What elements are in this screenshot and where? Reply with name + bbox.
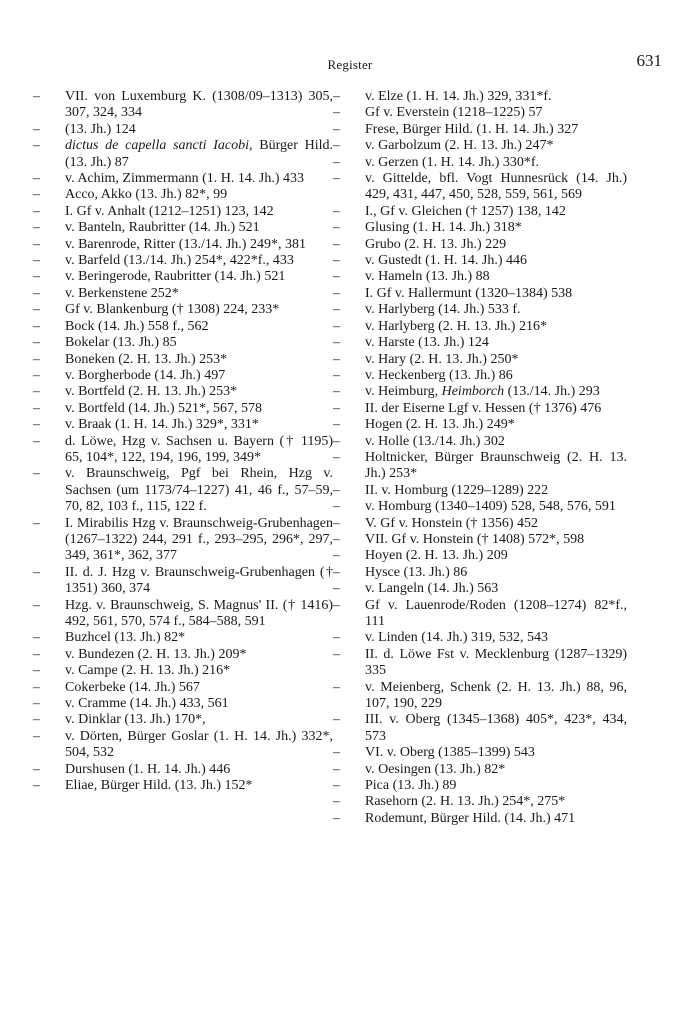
index-entry xyxy=(33,237,333,253)
entry-dash: – xyxy=(33,400,40,416)
entry-dash: – xyxy=(333,269,340,285)
entry-dash: – xyxy=(33,646,40,662)
index-entry xyxy=(333,352,627,368)
entry-dash: – xyxy=(333,417,340,433)
entry-dash: – xyxy=(333,810,340,826)
entry-text: Buzhcel (13. Jh.) 82* xyxy=(65,630,186,646)
entry-text: VI. v. Oberg (1385–1399) 543 xyxy=(365,745,535,761)
index-list-right xyxy=(333,89,627,827)
entry-text: v. Gerzen (1. H. 14. Jh.) 330*f. xyxy=(365,154,540,170)
entry-dash: – xyxy=(33,564,40,580)
index-entry xyxy=(33,712,333,728)
entry-text: Gf v. Blankenburg († 1308) 224, 233* xyxy=(65,302,280,318)
entry-text: v. Banteln, Raubritter (14. Jh.) 521 xyxy=(65,220,260,236)
index-entry xyxy=(33,187,333,203)
index-entry xyxy=(333,647,627,680)
index-column-right xyxy=(333,89,627,827)
entry-dash: – xyxy=(33,285,40,301)
entry-text-italic: dictus de capella sancti Iacobi xyxy=(65,138,250,154)
entry-text: v. Garbolzum (2. H. 13. Jh.) 247* xyxy=(365,138,554,154)
entry-dash: – xyxy=(333,515,340,531)
index-entry xyxy=(33,368,333,384)
entry-text: d. Löwe, Hzg v. Sachsen u. Bayern († 1195) 65, 104*, 122, 194, 196, 199, 349* xyxy=(65,433,333,465)
entry-dash: – xyxy=(33,515,40,531)
entry-text: Glusing (1. H. 14. Jh.) 318* xyxy=(365,220,522,236)
index-entry xyxy=(333,286,627,302)
entry-dash: – xyxy=(33,384,40,400)
index-entry xyxy=(33,598,333,631)
entry-text: v. Gustedt (1. H. 14. Jh.) 446 xyxy=(365,253,528,269)
index-list-left xyxy=(33,89,333,794)
entry-dash: – xyxy=(333,646,340,662)
entry-dash: – xyxy=(333,220,340,236)
index-entry xyxy=(333,105,627,121)
index-entry xyxy=(333,237,627,253)
index-entry xyxy=(333,138,627,154)
entry-dash: – xyxy=(333,253,340,269)
entry-dash: – xyxy=(33,269,40,285)
index-entry xyxy=(333,450,627,483)
entry-dash: – xyxy=(333,433,340,449)
entry-text: v. Berkenstene 252* xyxy=(65,285,179,301)
entry-dash: – xyxy=(33,778,40,794)
index-entry xyxy=(33,335,333,351)
index-entry xyxy=(333,434,627,450)
entry-text: v. Campe (2. H. 13. Jh.) 216* xyxy=(65,663,231,679)
entry-dash: – xyxy=(33,318,40,334)
entry-text: v. Homburg (1340–1409) 528, 548, 576, 591 xyxy=(365,499,616,515)
entry-dash: – xyxy=(33,367,40,383)
index-entry xyxy=(333,204,627,220)
entry-text: I., Gf v. Gleichen († 1257) 138, 142 xyxy=(365,203,566,219)
index-entry xyxy=(333,598,627,631)
index-entry xyxy=(33,680,333,696)
index-entry xyxy=(333,712,627,745)
entry-text: v. Heimburg, xyxy=(365,384,442,400)
entry-dash: – xyxy=(333,351,340,367)
entry-dash: – xyxy=(333,89,340,104)
entry-text-italic: Heimborch xyxy=(441,384,505,400)
entry-text: Cokerbeke (14. Jh.) 567 xyxy=(65,679,200,695)
entry-text: V. Gf v. Honstein († 1356) 452 xyxy=(365,515,539,531)
entry-dash: – xyxy=(333,794,340,810)
index-entry xyxy=(33,663,333,679)
index-entry xyxy=(333,516,627,532)
entry-dash: – xyxy=(33,236,40,252)
entry-text: v. Cramme (14. Jh.) 433, 561 xyxy=(65,696,229,712)
index-entry xyxy=(333,794,627,810)
entry-text: v. Oesingen (13. Jh.) 82* xyxy=(365,761,506,777)
index-entry xyxy=(33,138,333,171)
entry-text: VII. von Luxemburg K. (1308/09–1313) 305, 307, 324, 334 xyxy=(65,89,333,121)
index-entry xyxy=(33,434,333,467)
index-entry xyxy=(33,466,333,515)
entry-text: v. Meienberg, Schenk (2. H. 13. Jh.) 88, 96, 107, 190, 229 xyxy=(365,679,627,712)
entry-dash: – xyxy=(33,220,40,236)
entry-dash: – xyxy=(33,335,40,351)
entry-dash: – xyxy=(333,482,340,498)
entry-text: I. Gf v. Hallermunt (1320–1384) 538 xyxy=(365,285,573,301)
entry-text: Rodemunt, Bürger Hild. (14. Jh.) 471 xyxy=(365,810,576,826)
entry-text: Gf v. Lauenrode/Roden (1208–1274) 82*f., 111 xyxy=(365,597,627,629)
entry-text: II. v. Homburg (1229–1289) 222 xyxy=(365,482,549,498)
index-entry xyxy=(333,302,627,318)
index-entry xyxy=(33,204,333,220)
entry-dash: – xyxy=(333,531,340,547)
index-entry xyxy=(33,269,333,285)
index-entry xyxy=(333,581,627,597)
index-entry xyxy=(33,729,333,762)
entry-text: v. Harlyberg (2. H. 13. Jh.) 216* xyxy=(365,318,547,334)
entry-text: v. Gittelde, bfl. Vogt Hunnesrück (14. Jh.) 429, 431, 447, 450, 528, 559, 561, 569 xyxy=(365,171,627,203)
entry-dash: – xyxy=(33,121,40,137)
entry-dash: – xyxy=(333,203,340,219)
entry-dash: – xyxy=(33,761,40,777)
entry-dash: – xyxy=(333,630,340,646)
index-entry xyxy=(33,220,333,236)
index-entry xyxy=(333,155,627,171)
index-column-left xyxy=(33,89,333,794)
entry-dash: – xyxy=(333,285,340,301)
index-entry xyxy=(333,319,627,335)
index-entry xyxy=(33,171,333,187)
entry-dash: – xyxy=(333,384,340,400)
entry-text: Holtnicker, Bürger Braunschweig (2. H. 13. Jh.) 253* xyxy=(365,449,627,482)
entry-dash: – xyxy=(333,105,340,121)
index-entry xyxy=(33,417,333,433)
running-header-title: Register xyxy=(327,57,373,72)
entry-text: v. Bortfeld (14. Jh.) 521*, 567, 578 xyxy=(65,400,263,416)
index-entry xyxy=(333,532,627,548)
entry-text: Hogen (2. H. 13. Jh.) 249* xyxy=(365,417,515,433)
entry-text: Durshusen (1. H. 14. Jh.) 446 xyxy=(65,761,231,777)
entry-dash: – xyxy=(333,121,340,137)
index-entry xyxy=(333,565,627,581)
index-entry xyxy=(333,811,627,827)
index-entry xyxy=(333,745,627,761)
index-entry xyxy=(333,171,627,204)
entry-dash: – xyxy=(33,466,40,482)
entry-text: III. v. Oberg (1345–1368) 405*, 423*, 434, 573 xyxy=(365,712,627,744)
entry-dash: – xyxy=(333,367,340,383)
index-entry xyxy=(333,762,627,778)
index-entry xyxy=(333,483,627,499)
entry-text: , Bürger Hild. (13. Jh.) 87 xyxy=(65,138,333,170)
entry-dash: – xyxy=(333,154,340,170)
index-entry xyxy=(33,89,333,122)
index-entry xyxy=(333,335,627,351)
index-entry xyxy=(333,253,627,269)
index-entry xyxy=(333,548,627,564)
entry-text: Hzg. v. Braunschweig, S. Magnus' II. († 1416) 492, 561, 570, 574 f., 584–588, 591 xyxy=(65,597,333,629)
entry-dash: – xyxy=(33,302,40,318)
index-entry xyxy=(33,565,333,598)
index-entry xyxy=(33,516,333,565)
index-entry xyxy=(333,89,627,105)
index-entry xyxy=(33,253,333,269)
entry-text: Pica (13. Jh.) 89 xyxy=(365,778,457,794)
entry-dash: – xyxy=(333,449,340,465)
entry-dash: – xyxy=(333,745,340,761)
entry-dash: – xyxy=(33,203,40,219)
entry-text: VII. Gf v. Honstein († 1408) 572*, 598 xyxy=(365,531,585,547)
entry-text: Grubo (2. H. 13. Jh.) 229 xyxy=(365,236,507,252)
entry-text: I. Gf v. Anhalt (1212–1251) 123, 142 xyxy=(65,203,274,219)
index-entry xyxy=(33,647,333,663)
index-entry xyxy=(333,680,627,713)
index-entry xyxy=(333,401,627,417)
entry-text: Hysce (13. Jh.) 86 xyxy=(365,564,468,580)
entry-text: I. Mirabilis Hzg v. Braunschweig-Grubenhagen (1267–1322) 244, 291 f., 293–295, 296*, 297, 349, 361*, 362, 377 xyxy=(65,515,333,564)
entry-dash: – xyxy=(333,548,340,564)
entry-dash: – xyxy=(333,597,340,613)
entry-text: II. d. J. Hzg v. Braunschweig-Grubenhagen († 1351) 360, 374 xyxy=(65,564,333,597)
entry-text: v. Langeln (14. Jh.) 563 xyxy=(365,581,499,597)
entry-text: v. Hary (2. H. 13. Jh.) 250* xyxy=(365,351,519,367)
index-entry xyxy=(333,269,627,285)
index-entry xyxy=(333,499,627,515)
entry-text: v. Braak (1. H. 14. Jh.) 329*, 331* xyxy=(65,417,259,433)
index-entry xyxy=(33,401,333,417)
entry-dash: – xyxy=(333,171,340,187)
entry-text: Eliae, Bürger Hild. (13. Jh.) 152* xyxy=(65,778,253,794)
entry-dash: – xyxy=(333,236,340,252)
index-entry xyxy=(333,630,627,646)
entry-dash: – xyxy=(333,318,340,334)
entry-dash: – xyxy=(33,417,40,433)
index-entry xyxy=(333,384,627,400)
index-entry xyxy=(33,302,333,318)
index-entry xyxy=(333,368,627,384)
entry-dash: – xyxy=(333,138,340,154)
entry-text: v. Linden (14. Jh.) 319, 532, 543 xyxy=(365,630,549,646)
entry-text: v. Holle (13./14. Jh.) 302 xyxy=(365,433,505,449)
entry-dash: – xyxy=(33,351,40,367)
entry-text: Boneken (2. H. 13. Jh.) 253* xyxy=(65,351,228,367)
entry-text: v. Barfeld (13./14. Jh.) 254*, 422*f., 433 xyxy=(65,253,294,269)
entry-text: v. Hameln (13. Jh.) 88 xyxy=(365,269,490,285)
entry-text: Frese, Bürger Hild. (1. H. 14. Jh.) 327 xyxy=(365,121,579,137)
index-entry xyxy=(333,122,627,138)
index-entry xyxy=(33,352,333,368)
entry-dash: – xyxy=(33,433,40,449)
index-entry xyxy=(33,319,333,335)
entry-text: v. Dinklar (13. Jh.) 170*, xyxy=(65,712,206,728)
entry-dash: – xyxy=(333,778,340,794)
entry-text: Gf v. Everstein (1218–1225) 57 xyxy=(365,105,543,121)
entry-text: Bokelar (13. Jh.) 85 xyxy=(65,335,177,351)
index-entry xyxy=(33,286,333,302)
entry-dash: – xyxy=(333,679,340,695)
entry-text: Hoyen (2. H. 13. Jh.) 209 xyxy=(365,548,508,564)
index-entry xyxy=(333,778,627,794)
entry-text: (13. Jh.) 124 xyxy=(65,121,136,137)
entry-dash: – xyxy=(333,499,340,515)
entry-dash: – xyxy=(33,663,40,679)
entry-text: Acco, Akko (13. Jh.) 82*, 99 xyxy=(65,187,228,203)
entry-text: v. Borgherbode (14. Jh.) 497 xyxy=(65,367,226,383)
entry-dash: – xyxy=(33,253,40,269)
entry-text: v. Dörten, Bürger Goslar (1. H. 14. Jh.) 332*, 504, 532 xyxy=(65,728,333,761)
entry-text: v. Harlyberg (14. Jh.) 533 f. xyxy=(365,302,521,318)
index-entry xyxy=(33,384,333,400)
entry-dash: – xyxy=(333,581,340,597)
entry-dash: – xyxy=(33,187,40,203)
entry-text: Rasehorn (2. H. 13. Jh.) 254*, 275* xyxy=(365,794,566,810)
entry-dash: – xyxy=(33,597,40,613)
index-entry xyxy=(33,696,333,712)
entry-text: (13./14. Jh.) 293 xyxy=(504,384,600,400)
entry-text: v. Barenrode, Ritter (13./14. Jh.) 249*, 381 xyxy=(65,236,306,252)
index-entry xyxy=(333,220,627,236)
entry-dash: – xyxy=(33,728,40,744)
entry-dash: – xyxy=(333,761,340,777)
entry-dash: – xyxy=(333,564,340,580)
entry-dash: – xyxy=(333,335,340,351)
entry-dash: – xyxy=(33,171,40,187)
entry-dash: – xyxy=(33,138,40,154)
index-entry xyxy=(33,122,333,138)
index-entry xyxy=(33,778,333,794)
entry-dash: – xyxy=(33,712,40,728)
entry-dash: – xyxy=(333,302,340,318)
entry-text: v. Harste (13. Jh.) 124 xyxy=(365,335,489,351)
entry-text: v. Beringerode, Raubritter (14. Jh.) 521 xyxy=(65,269,286,285)
entry-dash: – xyxy=(33,696,40,712)
entry-dash: – xyxy=(333,400,340,416)
index-entry xyxy=(33,630,333,646)
index-entry xyxy=(33,762,333,778)
entry-dash: – xyxy=(33,630,40,646)
entry-dash: – xyxy=(33,89,40,104)
entry-text: v. Bortfeld (2. H. 13. Jh.) 253* xyxy=(65,384,238,400)
entry-text: Bock (14. Jh.) 558 f., 562 xyxy=(65,318,209,334)
entry-text: II. d. Löwe Fst v. Mecklenburg (1287–1329) 335 xyxy=(365,646,627,679)
entry-dash: – xyxy=(333,712,340,728)
entry-text: v. Elze (1. H. 14. Jh.) 329, 331*f. xyxy=(365,89,552,104)
entry-text: v. Achim, Zimmermann (1. H. 14. Jh.) 433 xyxy=(65,171,305,187)
entry-dash: – xyxy=(33,679,40,695)
entry-text: v. Bundezen (2. H. 13. Jh.) 209* xyxy=(65,646,247,662)
entry-text: v. Heckenberg (13. Jh.) 86 xyxy=(365,367,513,383)
entry-text: v. Braunschweig, Pgf bei Rhein, Hzg v. Sachsen (um 1173/74–1227) 41, 46 f., 57–59, 70, 82, 103 f., 115, 122 f. xyxy=(65,466,333,515)
entry-text: II. der Eiserne Lgf v. Hessen († 1376) 476 xyxy=(365,400,602,416)
page-number: 631 xyxy=(636,51,662,70)
index-entry xyxy=(333,417,627,433)
